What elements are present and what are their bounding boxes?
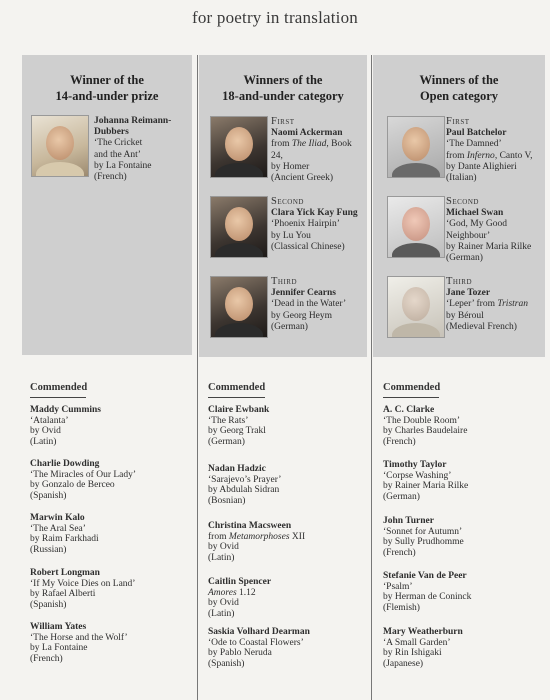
commended-entry: Charlie Dowding ‘The Miracles of Our Lady’ by Gonzalo de Berceo (Spanish): [30, 459, 137, 501]
portrait-photo: [210, 196, 268, 258]
portrait-photo: [387, 116, 445, 178]
commended-entry: A. C. Clarke ‘The Double Room’ by Charles Baudelaire (French): [383, 405, 468, 447]
panel-heading: Winners of the Open category: [419, 73, 499, 103]
commended-entry: Claire Ewbank ‘The Rats’ by Georg Trakl (German): [208, 405, 270, 447]
page-subtitle: for poetry in translation: [192, 8, 358, 27]
winner-info: Second Clara Yick Kay Fung ‘Phoenix Hairpin’ by Lu You (Classical Chinese): [271, 196, 358, 252]
commended-entry: Maddy Cummins ‘Atalanta’ by Ovid (Latin): [30, 405, 101, 447]
commended-entry: Robert Longman ‘If My Voice Dies on Land’ by Rafael Alberti (Spanish): [30, 568, 136, 610]
winner-info: Johanna Reimann- Dubbers ‘The Cricket and the Ant’ by La Fontaine (French): [94, 116, 172, 183]
winner-info: Third Jane Tozer ‘Leper’ from Tristran by Béroul (Medieval French): [446, 276, 528, 332]
commended-entry: Marwin Kalo ‘The Aral Sea’ by Raim Farkhadi (Russian): [30, 513, 99, 555]
commended-entry: William Yates ‘The Horse and the Wolf’ by La Fontaine (French): [30, 622, 128, 664]
commended-entry: Caitlin Spencer Amores 1.12 by Ovid (Latin): [208, 577, 272, 619]
portrait-photo: [387, 276, 445, 338]
commended-heading: Commended: [383, 382, 441, 393]
heading-underline: [208, 397, 265, 398]
winner-info: Third Jennifer Cearns ‘Dead in the Water’ by Georg Heym (German): [271, 276, 347, 332]
portrait-photo: [387, 196, 445, 258]
winners-panel: [373, 55, 545, 357]
portrait-photo: [31, 115, 89, 177]
commended-entry: Saskia Volhard Dearman ‘Ode to Coastal Flowers’ by Pablo Neruda (Spanish): [208, 627, 310, 669]
cropped-top-text: [0, 0, 550, 6]
commended-entry: Mary Weatherburn ‘A Small Garden’ by Rin Ishigaki (Japanese): [383, 627, 463, 669]
commended-entry: John Turner ‘Sonnet for Autumn’ by Sully Prudhomme (French): [383, 516, 464, 558]
commended-entry: Christina Macsween from Metamorphoses XII by Ovid (Latin): [208, 521, 306, 563]
heading-underline: [30, 397, 86, 398]
commended-entry: Nadan Hadzic ‘Sarajevo’s Prayer’ by Abdulah Sidran (Bosnian): [208, 464, 282, 506]
winner-info: Second Michael Swan ‘God, My Good Neighbour’ by Rainer Maria Rilke (German): [446, 196, 532, 264]
winner-info: First Paul Batchelor ‘The Damned’ from Inferno, Canto V, by Dante Alighieri (Italian): [446, 116, 533, 184]
commended-heading: Commended: [30, 382, 88, 393]
winners-panel: [199, 55, 367, 357]
panel-heading: Winner of the 14-and-under prize: [55, 73, 159, 103]
column-divider: [371, 55, 372, 700]
panel-heading: Winners of the 18-and-under category: [222, 73, 344, 103]
heading-underline: [383, 397, 439, 398]
commended-heading: Commended: [208, 382, 266, 393]
portrait-photo: [210, 116, 268, 178]
commended-entry: Stefanie Van de Peer ‘Psalm’ by Herman de Coninck (Flemish): [383, 571, 472, 613]
portrait-photo: [210, 276, 268, 338]
commended-entry: Timothy Taylor ‘Corpse Washing’ by Rainer Maria Rilke (German): [383, 460, 469, 502]
winners-panel: [22, 55, 192, 355]
winner-info: First Naomi Ackerman from The Iliad, Book 24, by Homer (Ancient Greek): [271, 116, 352, 184]
column-divider: [197, 55, 198, 700]
